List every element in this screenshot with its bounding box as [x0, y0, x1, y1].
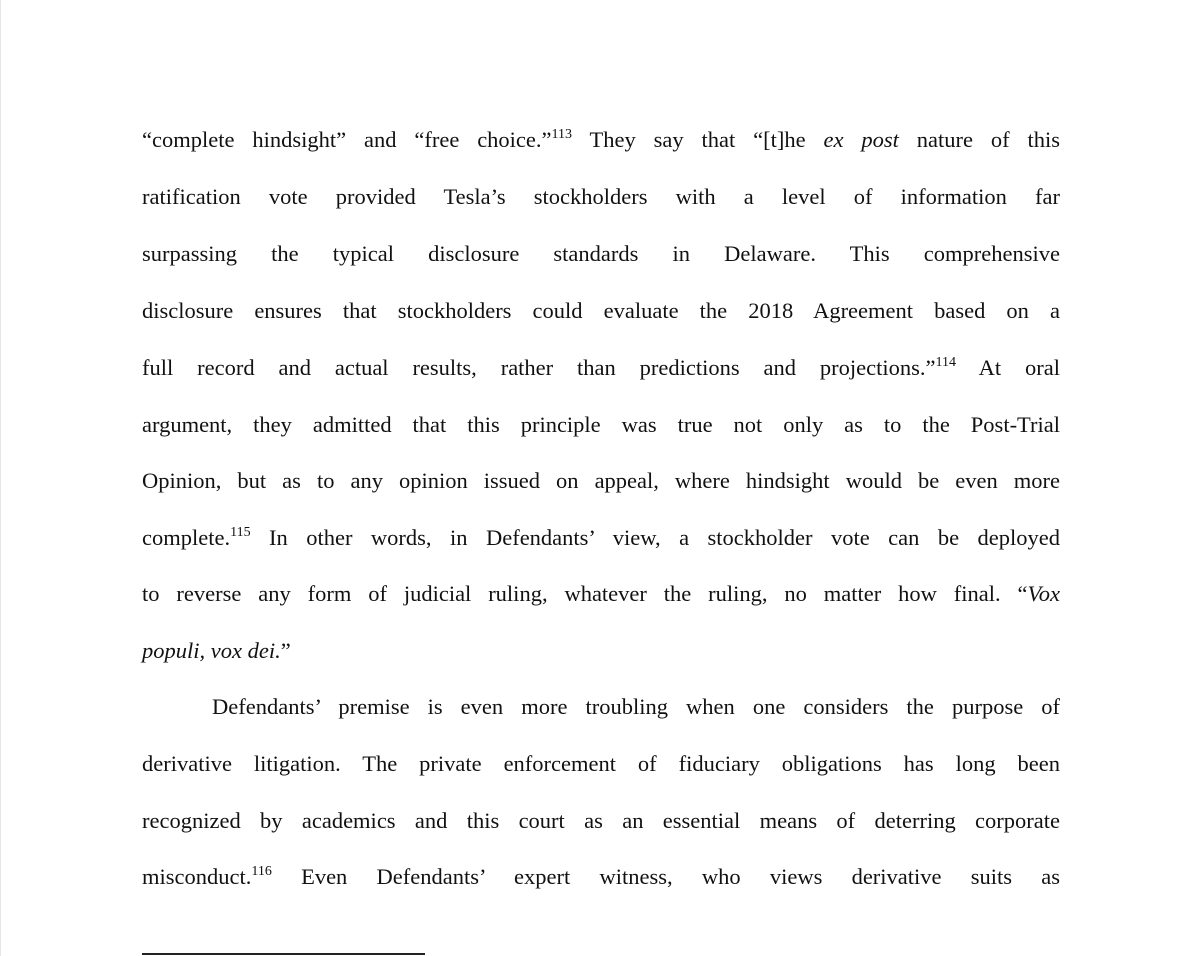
- text-line: [142, 862, 1060, 892]
- text-line: [142, 692, 1060, 722]
- italic-text: Vox: [1027, 581, 1060, 606]
- text-segment: At oral: [955, 355, 1060, 380]
- text-segment: surpassing the typical disclosure standards in Delaware. This comprehensive: [142, 241, 1060, 266]
- footnote-reference[interactable]: 115: [230, 525, 251, 540]
- text-segment: Defendants’ premise is even more troubling when one considers the purpose of: [212, 694, 1060, 719]
- italic-text: populi, vox dei.: [142, 638, 281, 663]
- text-line: [142, 410, 1060, 440]
- text-line: [142, 296, 1060, 326]
- text-segment: misconduct.: [142, 864, 252, 889]
- text-segment: In other words, in Defendants’ view, a stockholder vote can be deployed: [250, 525, 1060, 550]
- text-segment: complete.: [142, 525, 231, 550]
- text-line: [142, 636, 1060, 666]
- footnote-reference[interactable]: 114: [935, 355, 956, 370]
- text-line: [142, 806, 1060, 836]
- text-line: [142, 466, 1060, 496]
- text-line: [142, 749, 1060, 779]
- footnote-divider: [142, 953, 425, 955]
- text-line: [142, 353, 1060, 383]
- text-line: [142, 523, 1060, 553]
- text-segment: Opinion, but as to any opinion issued on appeal, where hindsight would be even more: [142, 468, 1060, 493]
- text-segment: nature of this: [898, 127, 1061, 152]
- text-line: [142, 579, 1060, 609]
- text-segment: recognized by academics and this court as an essential means of deterring corporate: [142, 808, 1060, 833]
- text-line: [142, 239, 1060, 269]
- text-segment: “complete hindsight” and “free choice.”: [142, 127, 552, 152]
- text-segment: to reverse any form of judicial ruling, whatever the ruling, no matter how final. “: [142, 581, 1028, 606]
- text-segment: full record and actual results, rather than predictions and projections.”: [142, 355, 936, 380]
- text-segment: They say that “[t]he: [572, 127, 824, 152]
- text-line: [142, 125, 1060, 155]
- text-segment: derivative litigation. The private enforcement of fiduciary obligations has long been: [142, 751, 1060, 776]
- italic-text: ex post: [823, 127, 899, 152]
- text-segment: ”: [280, 638, 291, 663]
- text-segment: argument, they admitted that this principle was true not only as to the Post-Trial: [142, 412, 1060, 437]
- text-segment: Even Defendants’ expert witness, who views derivative suits as: [271, 864, 1060, 889]
- text-segment: disclosure ensures that stockholders could evaluate the 2018 Agreement based on a: [142, 298, 1060, 323]
- text-line: [142, 182, 1060, 212]
- text-segment: ratification vote provided Tesla’s stockholders with a level of information far: [142, 184, 1060, 209]
- footnote-reference[interactable]: 113: [551, 127, 573, 142]
- footnote-reference[interactable]: 116: [251, 864, 272, 879]
